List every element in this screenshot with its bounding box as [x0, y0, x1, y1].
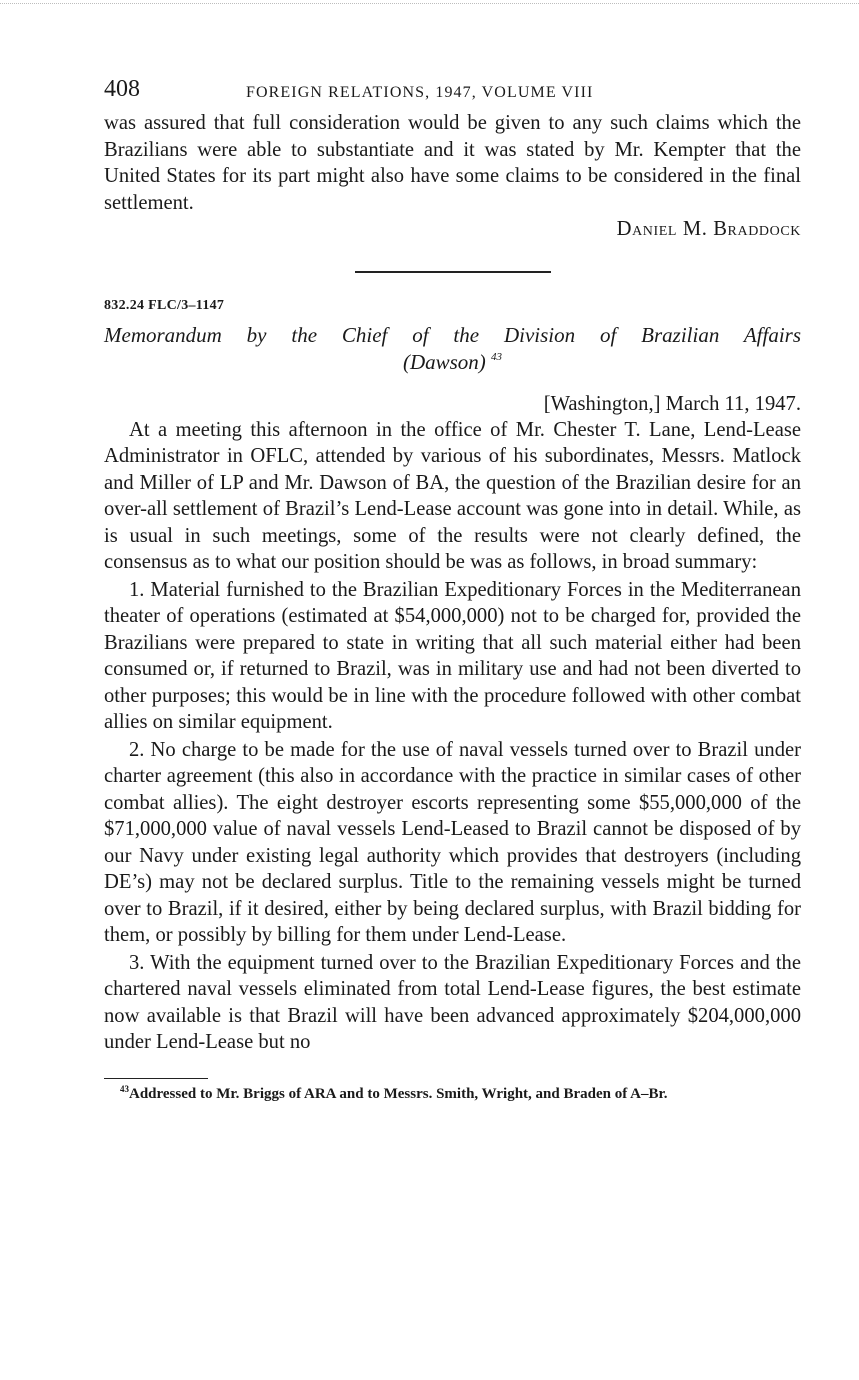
- intro-paragraph: At a meeting this afternoon in the office of Mr. Chester T. Lane, Lend-Lease Administrator in OFLC, attended by various of his subordinates, Messrs. Matlock and Miller of LP and Mr. Dawson of BA, the question of the Brazilian desire for an over-all settlement of Brazil’s Lend-Lease account was gone into in detail. While, as is usual in such meetings, some of the results were not clearly defined, the consensus as to what our position should be was as follows, in broad summary:: [104, 418, 801, 573]
- signature-name: Daniel M. Braddock: [616, 218, 801, 240]
- footnote-marker: 43: [120, 1083, 129, 1094]
- file-number: 832.24 FLC/3–1147: [104, 297, 225, 313]
- document-title-line2: (Dawson): [402, 349, 486, 374]
- document-title: [104, 322, 801, 376]
- dateline-text: [Washington,] March 11, 1947.: [543, 392, 801, 415]
- footnote-divider: [104, 1078, 208, 1079]
- list-item: 2. No charge to be made for the use of naval vessels turned over to Brazil under charter agreement (this also in accordance with the practice in similar cases of other combat allies). The eight destroyer escorts representing some $55,000,000 of the $71,000,000 value of naval vessels Lend-Leased to Brazil cannot be disposed of by our Navy under existing legal authority which provides that destroyers (including DE’s) may not be declared surplus. Title to the remaining vessels might be turned over to Brazil, if it desired, either by being declared surplus, with Brazil bidding for them, or possibly by billing for them under Lend-Lease.: [104, 738, 801, 946]
- page-number: 408: [104, 76, 140, 102]
- continuation-paragraph: was assured that full consideration would be given to any such claims which the Brazilians were able to substantiate and it was stated by Mr. Kempter that the United States for its part might also have some claims to be considered in the final settlement.: [104, 112, 801, 214]
- scan-edge-line: [0, 3, 859, 4]
- section-divider: [355, 271, 551, 273]
- footnote-reference: 43: [491, 350, 503, 363]
- footnote: [104, 1083, 801, 1104]
- running-head: FOREIGN RELATIONS, 1947, VOLUME VIII: [246, 84, 594, 101]
- signature: [104, 216, 801, 243]
- document-page: [104, 76, 801, 1103]
- document-title-line1: Memorandum by the Chief of the Division of Brazilian Affairs: [104, 322, 801, 347]
- dateline: [104, 391, 801, 417]
- page-header: [104, 76, 801, 110]
- list-item: 3. With the equipment turned over to the Brazilian Expeditionary Forces and the chartered naval vessels eliminated from total Lend-Lease figures, the best estimate now available is that Brazil will have been advanced approximately $204,000,000 under Lend-Lease but no: [104, 951, 801, 1053]
- list-item: 1. Material furnished to the Brazilian Expeditionary Forces in the Mediterranean theater of operations (estimated at $54,000,000) not to be charged for, provided the Brazilians were prepared to state in writing that all such material either had been consumed or, if returned to Brazil, was in military use and had not been diverted to other purposes; this would be in line with the procedure followed with other combat allies on similar equipment.: [104, 578, 801, 733]
- footnote-text: Addressed to Mr. Briggs of ARA and to Messrs. Smith, Wright, and Braden of A–Br.: [129, 1085, 668, 1102]
